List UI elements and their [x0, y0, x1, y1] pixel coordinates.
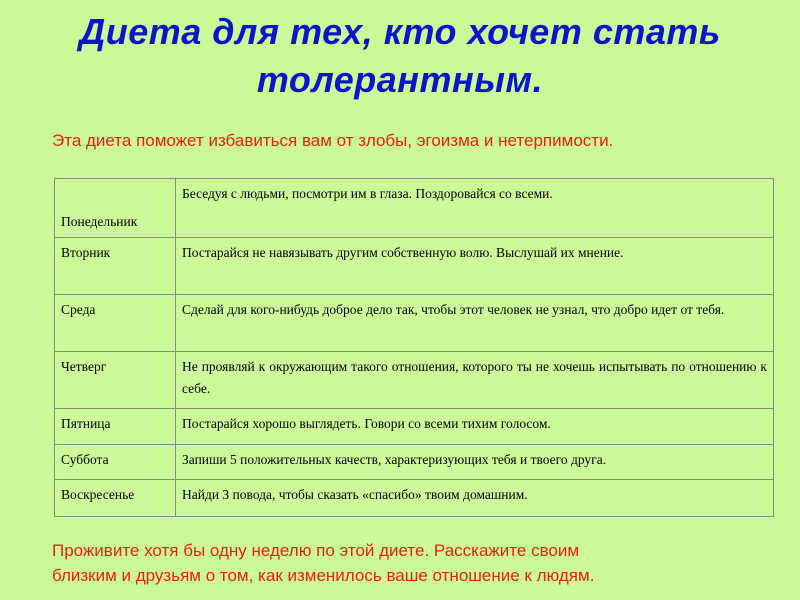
- title-line-1: Диета для тех, кто хочет стать: [79, 11, 721, 52]
- table-row: [55, 295, 774, 352]
- task-cell: Беседуя с людьми, посмотри им в глаза. Поздоровайся со всеми.: [176, 179, 774, 238]
- table-row: [55, 445, 774, 480]
- table-row: [55, 352, 774, 409]
- intro-text: Эта диета поможет избавиться вам от злобы, эгоизма и нетерпимости.: [52, 131, 614, 150]
- outro-line-2: близким и друзьям о том, как изменилось ваше отношение к людям.: [52, 566, 595, 585]
- task-cell: Найди 3 повода, чтобы сказать «спасибо» твоим домашним.: [176, 480, 774, 517]
- day-cell: Понедельник: [55, 179, 176, 238]
- task-cell: Сделай для кого-нибудь доброе дело так, чтобы этот человек не узнал, что добро идет от тебя.: [176, 295, 774, 352]
- day-cell: Вторник: [55, 238, 176, 295]
- day-cell: Пятница: [55, 409, 176, 445]
- outro-text: [52, 538, 782, 588]
- task-cell: Постарайся не навязывать другим собственную волю. Выслушай их мнение.: [176, 238, 774, 295]
- table-row: [55, 409, 774, 445]
- task-cell: Не проявляй к окружающим такого отношения, которого ты не хочешь испытывать по отношению к себе.: [176, 352, 774, 409]
- table-row: [55, 480, 774, 517]
- day-cell: Воскресенье: [55, 480, 176, 517]
- task-cell: Постарайся хорошо выглядеть. Говори со всеми тихим голосом.: [176, 409, 774, 445]
- slide-title: [0, 8, 800, 104]
- day-cell: Суббота: [55, 445, 176, 480]
- outro-line-1: Проживите хотя бы одну неделю по этой диете. Расскажите своим: [52, 541, 580, 560]
- task-cell: Запиши 5 положительных качеств, характеризующих тебя и твоего друга.: [176, 445, 774, 480]
- title-line-2: толерантным.: [256, 59, 544, 100]
- table-row: [55, 179, 774, 238]
- diet-table: [54, 178, 774, 517]
- day-cell: Среда: [55, 295, 176, 352]
- table-row: [55, 238, 774, 295]
- day-cell: Четверг: [55, 352, 176, 409]
